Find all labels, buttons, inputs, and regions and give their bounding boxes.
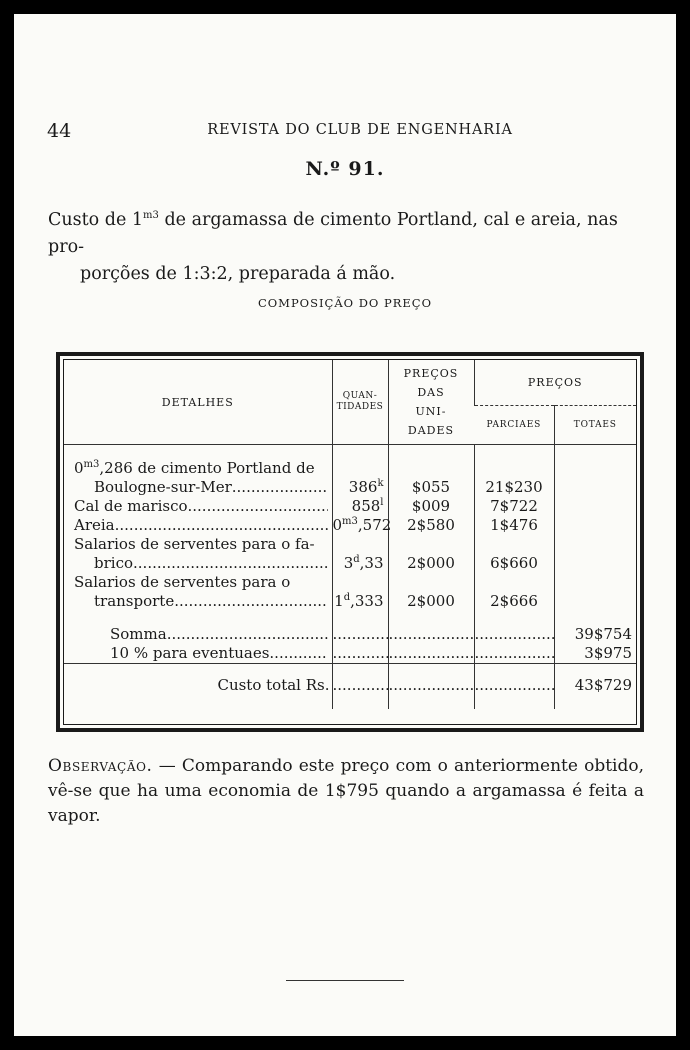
observacao-label: Observação.	[48, 756, 153, 776]
item-number: N.º 91.	[305, 158, 385, 180]
header-precos-unidades: PREÇOS DAS UNI- DADES	[388, 360, 474, 445]
header-precos-group: PREÇOS	[474, 360, 636, 405]
intro-text-line2: porções de 1:3:2, preparada á mão.	[80, 264, 396, 284]
footer-rule	[286, 980, 404, 981]
price-table-frame	[56, 352, 644, 732]
table-row: Salarios de serventes para o fa- brico ..... 3$^d$,33 2$000 6$660	[64, 535, 636, 573]
table-row: Cal de marisco ..... 858$^l$ $009 7$722	[64, 497, 636, 516]
observacao-paragraph	[48, 754, 644, 829]
table-row: Areia ..... $0^{m3},572$ 2$580 1$476	[64, 516, 636, 535]
header-quantidades: QUAN- TIDADES	[332, 360, 388, 445]
document-page	[14, 14, 676, 1036]
price-composition-table	[64, 360, 636, 709]
eventuaes-row: 10 % para eventuaes ..... ..... ..... ..... 3$975	[64, 644, 636, 664]
table-row: $0^{m3},286$ de cimento Portland de Boulogne-sur-Mer ..... 386$^k$ $055 21$230	[64, 459, 636, 497]
intro-text-b: de argamassa de cimento Portland, cal e areia, nas pro-	[48, 210, 618, 257]
intro-text-a: Custo de 1	[48, 210, 144, 230]
header-detalhes: DETALHES	[64, 360, 332, 445]
header-parciaes: PARCIAES	[474, 405, 554, 444]
page-number: 44	[47, 120, 72, 142]
header-totaes: TOTAES	[554, 405, 636, 444]
journal-title: REVISTA DO CLUB DE ENGENHARIA	[207, 122, 513, 138]
custo-total-row: Custo total Rs. ..... ..... ..... 43$729	[64, 676, 636, 695]
observacao-text: — Comparando este preço com o anteriormente obtido, vê-se que ha uma economia de 1$795 quando a argamassa é feita a vapor.	[48, 756, 644, 826]
page-header	[14, 120, 676, 140]
table-row: Salarios de serventes para o transporte ..... 1$^d$,333 2$000 2$666	[64, 573, 636, 611]
intro-unit-sup: m3	[143, 210, 159, 222]
section-subtitle: COMPOSIÇÃO DO PREÇO	[257, 296, 433, 310]
somma-row: Somma ..... ..... ..... ..... 39$754	[64, 625, 636, 644]
intro-paragraph	[48, 207, 640, 288]
